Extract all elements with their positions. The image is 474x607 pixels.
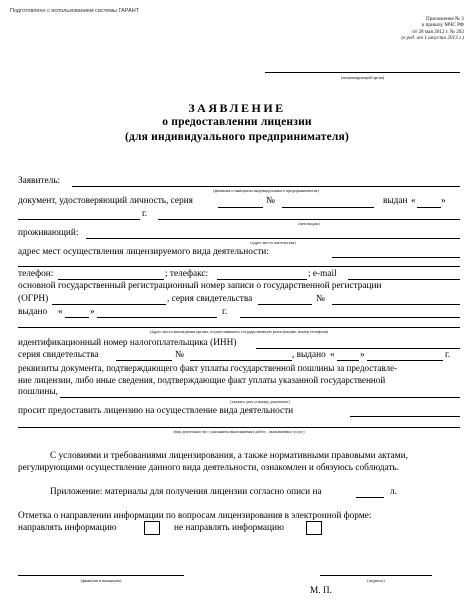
appendix-line3: от 28 мая 2012 г. № 292 — [412, 28, 464, 35]
inn-quote-open: « — [330, 350, 335, 360]
title-line1: ЗАЯВЛЕНИЕ — [188, 101, 286, 115]
id-issuer-caption: (кем выдан) — [298, 221, 320, 226]
ogrn-line[interactable] — [52, 304, 166, 305]
activity-address-line-2[interactable] — [18, 266, 460, 267]
fee-line[interactable] — [60, 397, 460, 398]
ogrn-month-line[interactable] — [97, 317, 217, 318]
id-doc-label: документ, удостоверяющий личность, серия — [18, 196, 193, 206]
attachment-suffix: л. — [390, 487, 397, 497]
residence-label: проживающий: — [18, 228, 79, 238]
activity-address-line[interactable] — [332, 257, 460, 258]
request-caption: (вид деятельности с указанием выполняемых работ , оказываемых услуг) — [173, 429, 305, 434]
id-quote-open: « — [411, 196, 416, 206]
appendix-block — [401, 16, 464, 41]
name-line[interactable] — [18, 575, 184, 576]
ogrn-number-line[interactable] — [332, 304, 460, 305]
inn-no-sign: № — [175, 350, 184, 360]
inn-series-line[interactable] — [116, 360, 172, 361]
title-line3: (для индивидуального предпринимателя) — [124, 131, 350, 143]
residence-caption: (адрес места жительства) — [250, 240, 296, 245]
inn-month-line[interactable] — [367, 360, 443, 361]
fee-line2: ние лицензии, либо иные сведения, подтверждающие факт уплаты указанной государственной — [18, 375, 386, 385]
dont-send-info-label: не направлять информацию — [174, 523, 284, 533]
inn-quote-close: » — [360, 350, 365, 360]
inn-year-suffix: г. — [445, 350, 451, 360]
inn-line[interactable] — [256, 348, 460, 349]
ogrn-line1: основной государственный регистрационный номер записи о государственной регистрации — [18, 281, 382, 291]
fax-label: ; телефакс: — [165, 269, 209, 279]
ogrn-quote-open: « — [58, 307, 63, 317]
ogrn-issued-label: выдано — [18, 307, 48, 317]
electronic-label: Отметка о направлении информации по вопросам лицензирования в электронной форме: — [18, 511, 372, 521]
fee-line3: пошлины, — [18, 387, 58, 397]
id-day-line[interactable] — [417, 207, 441, 208]
attachment-label: Приложение: материалы для получения лицензии согласно описи на — [50, 487, 322, 497]
inn-series-label: серия свидетельства — [18, 350, 99, 360]
inn-issued-label: , выдано — [292, 350, 326, 360]
phone-line[interactable] — [58, 279, 164, 280]
title-line2: о предоставлении лицензии — [162, 116, 312, 128]
applicant-caption: (фамилия и инициалы индивидуального предпринимателя) — [213, 188, 319, 193]
appendix-line2: к приказу МЧС РФ — [421, 22, 464, 29]
ogrn-series-line[interactable] — [258, 304, 312, 305]
request-line-2[interactable] — [18, 427, 460, 428]
ogrn-caption: (адрес места нахождения органа, осуществившего государственную регистрацию, номер телефона) — [150, 329, 328, 334]
applicant-line[interactable] — [72, 186, 460, 187]
agreement-line2: регулирующими осуществление данного вида деятельности, ознакомлен и обязуюсь соблюдать. — [18, 463, 399, 473]
signature-caption: (подпись) — [367, 578, 385, 583]
email-line[interactable] — [348, 279, 460, 280]
id-quote-close: » — [441, 196, 446, 206]
ogrn-quote-close: » — [90, 307, 95, 317]
ogrn-certificate-label: , серия свидетельства — [167, 294, 253, 304]
authority-caption: (лицензирующий орган) — [340, 75, 385, 80]
id-issuer-line[interactable] — [158, 219, 460, 220]
residence-line[interactable] — [86, 238, 460, 239]
ogrn-day-line[interactable] — [65, 317, 89, 318]
applicant-label: Заявитель: — [18, 176, 61, 186]
source-note: Подготовлено с использованием системы ГАРАНТ — [10, 8, 140, 14]
stamp-label: М. П. — [310, 586, 332, 596]
ogrn-no-sign: № — [316, 294, 325, 304]
inn-day-line[interactable] — [337, 360, 359, 361]
name-caption: (фамилия и инициалы) — [80, 578, 122, 583]
email-label: ; e-mail — [308, 269, 337, 279]
inn-number-line[interactable] — [190, 360, 292, 361]
fee-caption: (указать дату и номер документа) — [230, 399, 290, 404]
fee-line1: реквизиты документа, подтверждающего факт уплаты государственной пошлины за предоставле- — [18, 363, 398, 373]
request-label: просит предоставить лицензию на осуществление вида деятельности — [18, 406, 294, 416]
phone-label: телефон: — [18, 269, 54, 279]
ogrn-year-suffix: г. — [222, 307, 228, 317]
id-no-sign: № — [266, 196, 275, 206]
activity-address-label: адрес мест осуществления лицензируемого вида деятельности: — [18, 247, 269, 257]
id-series-line[interactable] — [218, 207, 263, 208]
ogrn-authority-line[interactable] — [240, 317, 460, 318]
ogrn-authority-line-2[interactable] — [18, 327, 460, 328]
request-line[interactable] — [350, 416, 460, 417]
dont-send-info-checkbox[interactable] — [306, 521, 322, 535]
appendix-line1: Приложение № 2 — [426, 16, 464, 22]
id-number-line[interactable] — [282, 207, 374, 208]
id-date-line[interactable] — [18, 219, 140, 220]
agreement-line1: С условиями и требованиями лицензирования, а также нормативными правовыми актами, — [50, 451, 408, 461]
attachment-pages-line[interactable] — [356, 497, 384, 498]
send-info-checkbox[interactable] — [144, 521, 160, 535]
fax-line[interactable] — [217, 279, 307, 280]
inn-label: идентификационный номер налогоплательщика (ИНН) — [18, 338, 237, 348]
authority-line[interactable] — [265, 72, 460, 73]
appendix-line4: (в ред. от 1 августа 2013 г.) — [401, 34, 464, 41]
ogrn-label: (ОГРН) — [18, 294, 49, 304]
id-year-suffix: г. — [142, 209, 148, 219]
signature-line[interactable] — [320, 575, 432, 576]
send-info-label: направлять информацию — [18, 523, 117, 533]
id-issued-label: выдан — [383, 196, 408, 206]
